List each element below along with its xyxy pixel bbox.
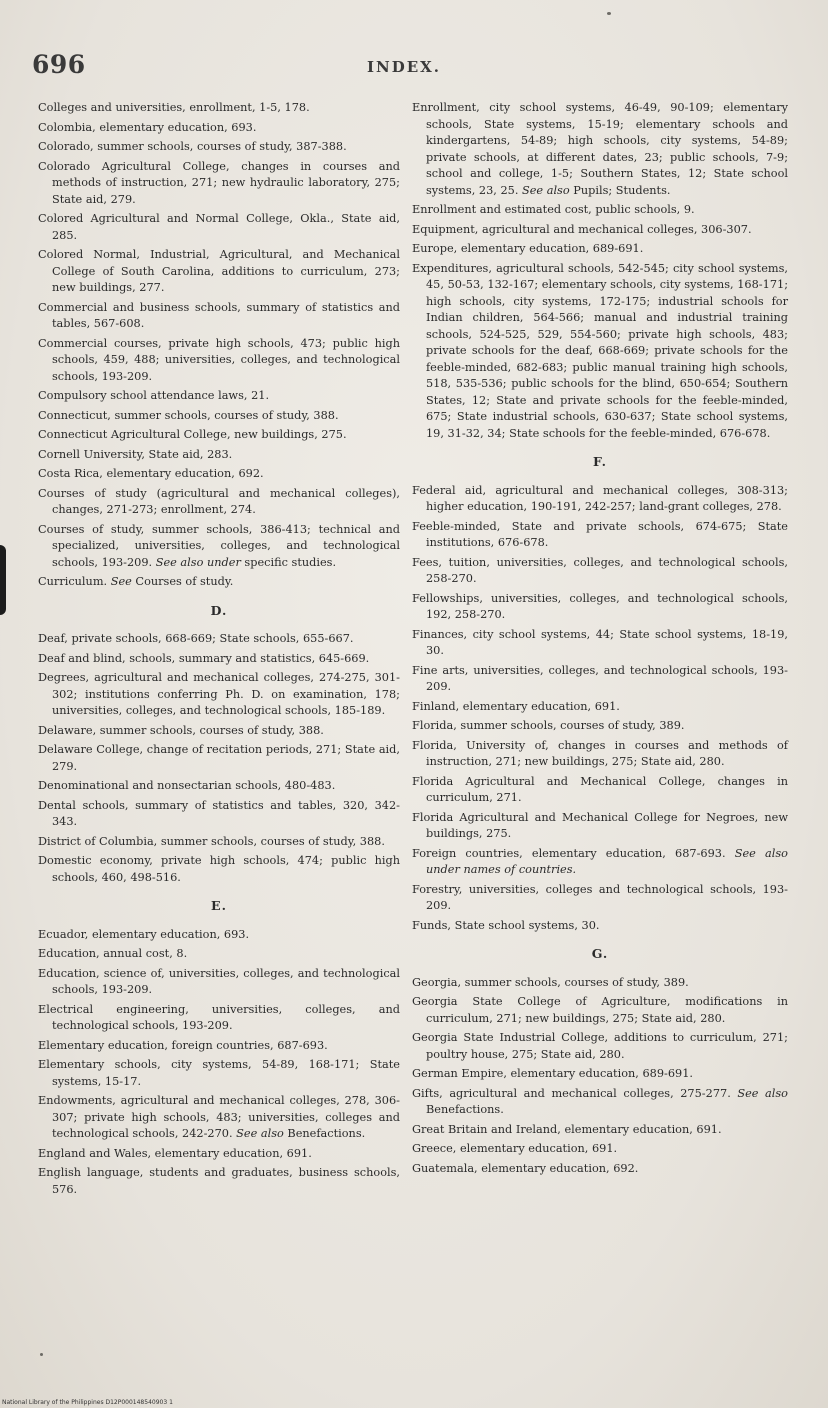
entry-text: England and Wales, elementary education, 691. — [38, 1146, 312, 1160]
index-entry — [412, 519, 788, 552]
entry-text: Florida, University of, changes in courses and methods of instruction, 271; new buildings, 275; State aid, 280. — [412, 738, 788, 768]
entry-text: Compulsory school attendance laws, 21. — [38, 389, 270, 402]
section-letter: E. — [211, 898, 227, 913]
index-entry — [38, 159, 400, 209]
entry-text: Florida Agricultural and Mechanical College, changes in curriculum, 271. — [412, 774, 788, 804]
index-entry — [38, 723, 400, 740]
entry-text: Degrees, agricultural and mechanical colleges, 274-275, 301-302; institutions conferring Ph. D. on examination, 178; universities, colleges, and technological schools, 185-189. — [38, 671, 400, 717]
entry-text: Endowments, agricultural and mechanical colleges, 278, 306-307; private high schools, 483; universities, colleges and technological schools, 242-270. — [38, 1094, 400, 1140]
entry-text: Domestic economy, private high schools, 474; public high schools, 460, 498-516. — [38, 854, 400, 884]
entry-text: Great Britain and Ireland, elementary education, 691. — [412, 1122, 722, 1136]
index-entry — [412, 718, 788, 735]
see-reference: See also — [730, 1086, 788, 1100]
index-entry — [38, 120, 400, 137]
index-entry — [412, 810, 788, 843]
section-letter: F. — [593, 454, 607, 469]
entry-text: Education, annual cost, 8. — [38, 947, 188, 960]
index-entry — [412, 591, 788, 624]
index-entry — [38, 853, 400, 886]
entry-text: Delaware College, change of recitation periods, 271; State aid, 279. — [38, 743, 400, 773]
index-entry — [412, 261, 788, 443]
see-target: Benefactions. — [426, 1103, 504, 1116]
index-entry — [38, 427, 400, 444]
see-reference: See also — [232, 1127, 284, 1140]
entry-text: Education, science of, universities, colleges, and technological schools, 193-209. — [38, 966, 400, 996]
entry-text: Georgia State College of Agriculture, modifications in curriculum, 271; new buildings, 275; State aid, 280. — [412, 995, 788, 1025]
paper-speck — [40, 1353, 43, 1356]
index-entry — [412, 202, 788, 219]
index-entry — [38, 798, 400, 831]
index-entry — [412, 1030, 788, 1063]
index-entry — [38, 211, 400, 244]
index-entry — [412, 555, 788, 588]
index-entry — [412, 1086, 788, 1119]
left-column — [38, 100, 400, 1201]
see-reference: See — [107, 575, 132, 588]
index-entry — [38, 1002, 400, 1035]
entry-text: Commercial courses, private high schools, 473; public high schools, 459, 488; universities, colleges, and technological schools, 193-209. — [38, 336, 400, 383]
index-entry — [38, 300, 400, 333]
entry-text: Curriculum. — [38, 575, 108, 588]
entry-text: Denominational and nonsectarian schools, 480-483. — [38, 779, 336, 792]
entry-text: District of Columbia, summer schools, courses of study, 388. — [38, 834, 385, 848]
see-reference: See also — [518, 183, 570, 197]
index-entry — [412, 663, 788, 696]
entry-text: Florida Agricultural and Mechanical College for Negroes, new buildings, 275. — [412, 810, 788, 840]
entry-text: Connecticut, summer schools, courses of study, 388. — [38, 408, 339, 422]
index-entry — [412, 738, 788, 771]
entry-text: Costa Rica, elementary education, 692. — [38, 467, 264, 480]
index-entry — [38, 447, 400, 464]
entry-text: Greece, elementary education, 691. — [412, 1142, 618, 1155]
index-entry — [38, 1038, 400, 1055]
entry-text: Georgia State Industrial College, additions to curriculum, 271; poultry house, 275; State aid, 280. — [412, 1031, 788, 1061]
section-letter: G. — [591, 946, 609, 961]
entry-text: Colorado, summer schools, courses of study, 387-388. — [38, 140, 347, 153]
scan-footer-note: National Library of the Philippines D12P000148540903 1 — [2, 1399, 173, 1406]
see-target: Pupils; Students. — [569, 183, 671, 197]
index-entry — [412, 774, 788, 807]
index-entry — [412, 699, 788, 716]
index-entry — [38, 834, 400, 851]
right-column — [412, 100, 788, 1180]
entry-text: Colombia, elementary education, 693. — [38, 120, 257, 134]
index-entry — [38, 651, 400, 668]
entry-text: Ecuador, elementary education, 693. — [38, 927, 250, 941]
entry-text: Gifts, agricultural and mechanical colleges, 275-277. — [412, 1086, 731, 1100]
index-entry — [412, 1066, 788, 1083]
entry-text: Florida, summer schools, courses of study, 389. — [412, 719, 685, 732]
entry-text: German Empire, elementary education, 689-691. — [412, 1067, 693, 1080]
entry-text: Enrollment, city school systems, 46-49, 90-109; elementary schools, State systems, 15-19; elementary schools and kindergartens, 54-89; high schools, city systems, 54-89; private schools, at different dates, 23; public schools, 7-9; school and college, 1-5; Southern States, 12; State school systems, 23, 25. — [412, 101, 788, 197]
index-entry — [38, 946, 400, 963]
entry-text: Deaf and blind, schools, summary and statistics, 645-669. — [38, 651, 370, 665]
entry-text: Europe, elementary education, 689-691. — [412, 242, 644, 255]
index-entry — [412, 846, 788, 879]
index-entry — [38, 927, 400, 944]
index-entry — [412, 975, 788, 992]
entry-text: Delaware, summer schools, courses of study, 388. — [38, 723, 324, 737]
index-entry — [38, 778, 400, 795]
index-entry — [38, 466, 400, 483]
see-target: Benefactions. — [283, 1127, 366, 1140]
entry-text: Equipment, agricultural and mechanical colleges, 306-307. — [412, 222, 752, 236]
page-number: 696 — [32, 50, 86, 79]
entry-text: Enrollment and estimated cost, public schools, 9. — [412, 203, 695, 216]
index-entry — [38, 670, 400, 720]
entry-text: Foreign countries, elementary education, 687-693. — [412, 846, 726, 860]
see-reference: See also under — [152, 555, 241, 569]
entry-text: Electrical engineering, universities, colleges, and technological schools, 193-209. — [38, 1002, 400, 1032]
entry-text: Finances, city school systems, 44; State school systems, 18-19, 30. — [412, 627, 788, 657]
index-entry — [38, 742, 400, 775]
entry-text: Georgia, summer schools, courses of study, 389. — [412, 975, 689, 989]
entry-text: Cornell University, State aid, 283. — [38, 447, 233, 461]
index-entry — [412, 994, 788, 1027]
entry-text: Federal aid, agricultural and mechanical colleges, 308-313; higher education, 190-191, 242-257; land-grant colleges, 278. — [412, 483, 788, 513]
index-entry — [412, 483, 788, 516]
see-target: specific studies. — [240, 555, 337, 569]
index-entry — [38, 247, 400, 297]
index-entry — [412, 1141, 788, 1158]
entry-text: Connecticut Agricultural College, new buildings, 275. — [38, 428, 347, 441]
index-entry — [38, 139, 400, 156]
index-entry — [412, 918, 788, 935]
entry-text: Funds, State school systems, 30. — [412, 918, 600, 932]
entry-text: Expenditures, agricultural schools, 542-545; city school systems, 45, 50-53, 132-167; elementary schools, city systems, 168-171; high schools, city systems, 172-175; industrial schools for Indian children, 564-566; manual and industrial training schools, 524-525, 529, 554-560; private high schools, 483; private schools for the deaf, 668-669; private schools for the feeble-minded, 682-683; public manual training high schools, 518, 535-536; public schools for the blind, 650-654; Southern States, 12; State and private schools for the feeble-minded, 675; State industrial schools, 630-637; State school systems, 19, 31-32, 34; State schools for the feeble-minded, 676-678. — [412, 261, 788, 440]
entry-text: English language, students and graduates, business schools, 576. — [38, 1166, 400, 1196]
index-entry — [38, 522, 400, 572]
entry-text: Feeble-minded, State and private schools, 674-675; State institutions, 676-678. — [412, 519, 788, 549]
entry-text: Elementary education, foreign countries, 687-693. — [38, 1038, 328, 1052]
index-entry — [38, 408, 400, 425]
index-entry — [38, 388, 400, 405]
entry-text: Colleges and universities, enrollment, 1-5, 178. — [38, 101, 310, 114]
entry-text: Colored Agricultural and Normal College, Okla., State aid, 285. — [38, 212, 400, 242]
entry-text: Commercial and business schools, summary of statistics and tables, 567-608. — [38, 300, 400, 330]
entry-text: Fellowships, universities, colleges, and technological schools, 192, 258-270. — [412, 591, 788, 621]
page-header — [32, 50, 802, 90]
index-entry — [412, 1161, 788, 1178]
running-head: INDEX. — [367, 58, 442, 76]
index-entry — [412, 100, 788, 199]
entry-text: Fine arts, universities, colleges, and technological schools, 193-209. — [412, 663, 788, 693]
index-entry — [38, 574, 400, 591]
entry-text: Forestry, universities, colleges and technological schools, 193-209. — [412, 882, 788, 912]
index-entry — [38, 486, 400, 519]
index-entry — [412, 882, 788, 915]
see-reference: See also under names of countries. — [426, 846, 788, 876]
entry-text: Deaf, private schools, 668-669; State schools, 655-667. — [38, 632, 354, 645]
index-entry — [38, 966, 400, 999]
index-entry — [38, 1165, 400, 1198]
index-entry — [412, 222, 788, 239]
entry-text: Colored Normal, Industrial, Agricultural, and Mechanical College of South Carolina, additions to curriculum, 273; new buildings, 277. — [38, 248, 400, 294]
entry-text: Dental schools, summary of statistics and tables, 320, 342-343. — [38, 798, 400, 828]
index-entry — [38, 631, 400, 648]
index-entry — [412, 241, 788, 258]
entry-text: Guatemala, elementary education, 692. — [412, 1161, 639, 1175]
index-entry — [412, 627, 788, 660]
entry-text: Courses of study, summer schools, 386-413; technical and specialized, universities, colleges, and technological schools, 193-209. — [38, 522, 400, 569]
index-entry — [38, 1093, 400, 1143]
index-entry — [412, 1122, 788, 1139]
section-letter: D. — [210, 602, 228, 618]
index-entry — [38, 336, 400, 386]
entry-text: Courses of study (agricultural and mechanical colleges), changes, 271-273; enrollment, 274. — [38, 486, 400, 516]
paper-speck — [607, 12, 611, 15]
entry-text: Colorado Agricultural College, changes in courses and methods of instruction, 271; new hydraulic laboratory, 275; State aid, 279. — [38, 159, 400, 206]
page-edge-shadow — [0, 545, 6, 615]
index-entry — [38, 1057, 400, 1090]
entry-text: Fees, tuition, universities, colleges, and technological schools, 258-270. — [412, 555, 788, 585]
index-entry — [38, 100, 400, 117]
entry-text: Elementary schools, city systems, 54-89, 168-171; State systems, 15-17. — [38, 1058, 400, 1088]
entry-text: Finland, elementary education, 691. — [412, 699, 620, 713]
see-target: Courses of study. — [131, 575, 234, 588]
index-entry — [38, 1146, 400, 1163]
